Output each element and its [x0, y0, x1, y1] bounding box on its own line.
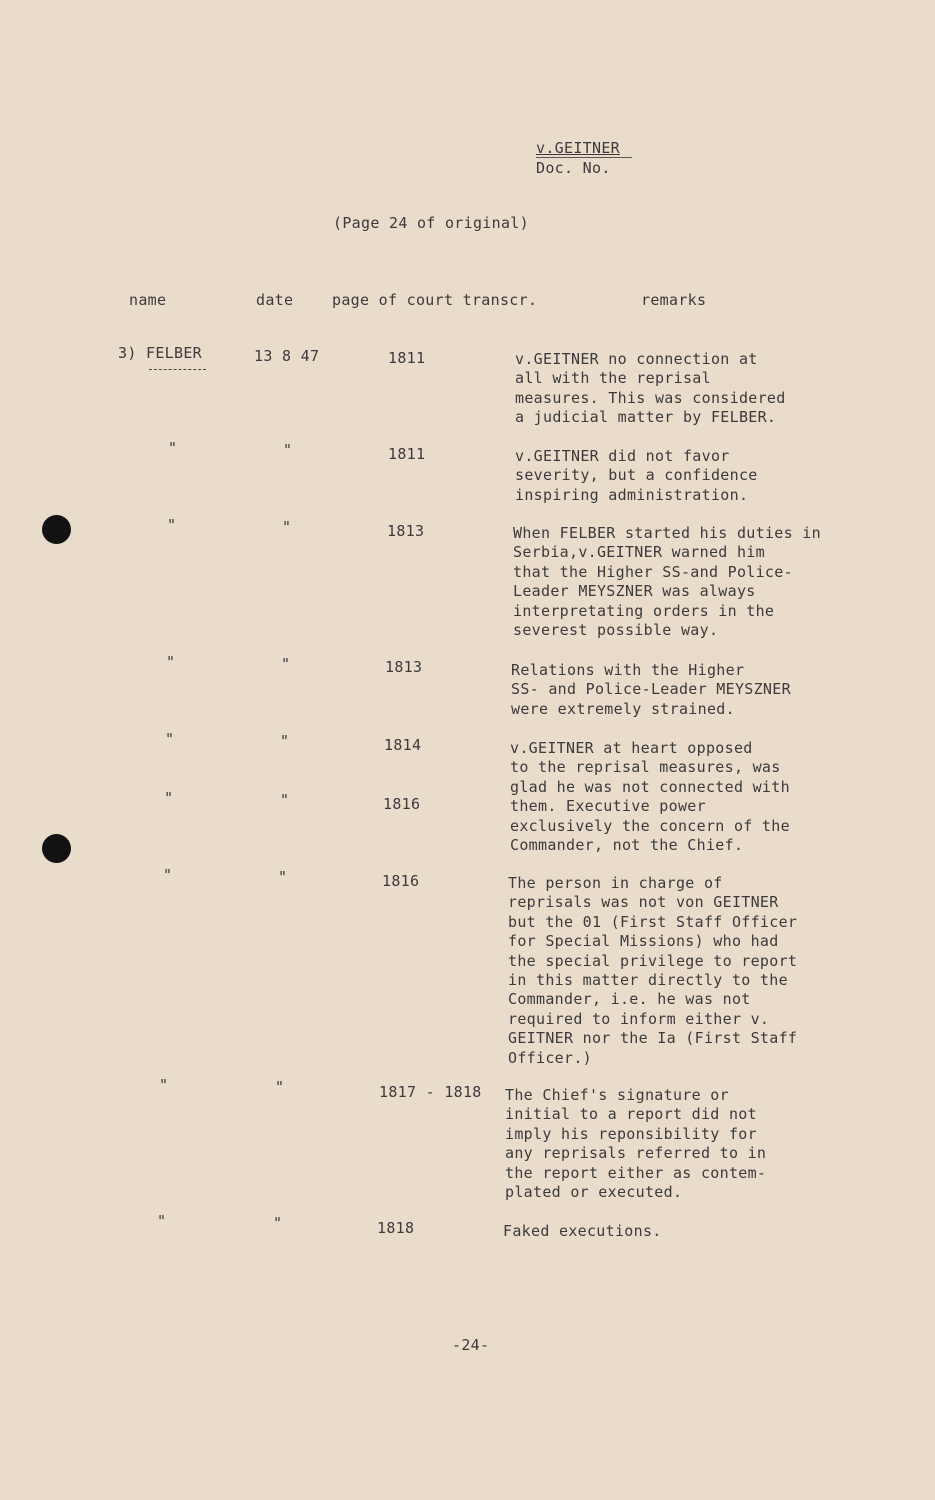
entry-name-ditto: "	[159, 1076, 169, 1094]
column-header-remarks: remarks	[641, 291, 707, 309]
entry-name-ditto: "	[163, 866, 173, 884]
entry-remarks: Faked executions.	[503, 1222, 662, 1240]
entry-name: 3) FELBER	[118, 344, 202, 362]
entry-remarks: Relations with the Higher SS- and Police-Leader MEYSZNER were extremely strained.	[511, 661, 791, 718]
entry-date-ditto: "	[275, 1078, 285, 1096]
column-header-date: date	[256, 291, 294, 309]
entry-name-ditto: "	[157, 1212, 167, 1230]
entry-page: 1816	[383, 795, 421, 813]
entry-remarks: The Chief's signature or initial to a report did not imply his reponsibility for any reprisals referred to in the report either as contem- plated or executed.	[505, 1086, 767, 1202]
entry-date-ditto: "	[278, 868, 288, 886]
entry-page: 1813	[385, 658, 423, 676]
entry-date-ditto: "	[281, 655, 291, 673]
page-of-original: (Page 24 of original)	[333, 214, 529, 232]
entry-date: 13 8 47	[254, 347, 320, 365]
entry-name-ditto: "	[168, 439, 178, 457]
entry-name-ditto: "	[165, 730, 175, 748]
entry-page: 1816	[382, 872, 420, 890]
entry-remarks: v.GEITNER no connection at all with the reprisal measures. This was considered a judicial matter by FELBER.	[515, 350, 786, 427]
entry-name-ditto: "	[167, 516, 177, 534]
entry-page: 1814	[384, 736, 422, 754]
doc-number: Doc. No.	[536, 159, 611, 177]
entry-date-ditto: "	[273, 1214, 283, 1232]
entry-page: 1811	[388, 349, 426, 367]
name-underline	[149, 369, 206, 370]
case-name: v.GEITNER	[536, 139, 620, 157]
entry-page: 1818	[377, 1219, 415, 1237]
column-header-name: name	[129, 291, 167, 309]
entry-remarks: The person in charge of reprisals was not von GEITNER but the 01 (First Staff Officer for Special Missions) who had the special privilege to report in this matter directly to the Commander, i.e. he was not required to inform either v. GEITNER nor the Ia (First Staff Officer.)	[508, 874, 798, 1067]
page-number: -24-	[452, 1336, 490, 1354]
entry-page: 1817 - 1818	[379, 1083, 482, 1101]
entry-date-ditto: "	[283, 441, 293, 459]
header-rule	[536, 157, 632, 158]
entry-remarks: When FELBER started his duties in Serbia,v.GEITNER warned him that the Higher SS-and Police- Leader MEYSZNER was always interpretating orders in the severest possible way.	[513, 524, 821, 640]
entry-remarks: v.GEITNER did not favor severity, but a confidence inspiring administration.	[515, 447, 758, 504]
entry-page: 1811	[388, 445, 426, 463]
punch-hole-top	[42, 515, 71, 544]
column-header-page: page of court transcr.	[332, 291, 538, 309]
entry-name-ditto: "	[164, 789, 174, 807]
entry-date-ditto: "	[282, 518, 292, 536]
punch-hole-bottom	[42, 834, 71, 863]
entry-page: 1813	[387, 522, 425, 540]
entry-name-ditto: "	[166, 653, 176, 671]
entry-date-ditto: "	[280, 791, 290, 809]
entry-date-ditto: "	[280, 732, 290, 750]
entry-remarks: v.GEITNER at heart opposed to the reprisal measures, was glad he was not connected with them. Executive power exclusively the concern of the Commander, not the Chief.	[510, 739, 790, 855]
